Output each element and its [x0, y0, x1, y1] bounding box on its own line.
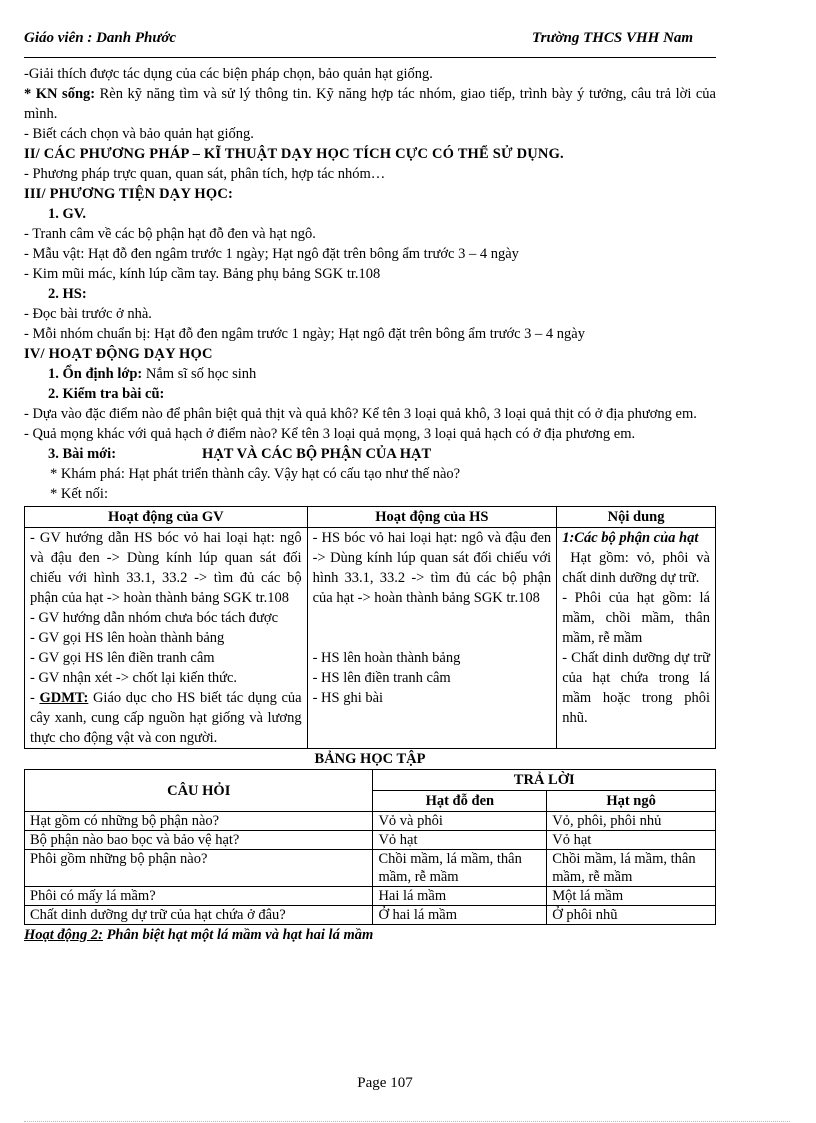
answer-cell: Một lá mầm	[547, 887, 716, 906]
question-cell: Chất dinh dưỡng dự trữ của hạt chứa ở đâu?	[25, 906, 373, 925]
review-question: - Quả mọng khác với quả hạch ở điểm nào? Kể tên 3 loại quả mọng, 3 loại quả hạch có ở địa phương em.	[24, 426, 636, 442]
teacher-step: - GV nhận xét -> chốt lại kiến thức.	[30, 670, 238, 686]
environment-education-text: Giáo dục cho HS biết tác dụng của cây xanh, cung cấp nguồn hạt giống và lương thực cho động vật và con người.	[30, 690, 302, 746]
study-table-header-corn: Hạt ngô	[547, 791, 716, 812]
class-stabilize-line	[24, 364, 716, 384]
life-skills-label: * KN sống:	[24, 86, 96, 102]
activity-table-header: Hoạt động của GV	[25, 507, 308, 528]
activity-table-header: Nội dung	[557, 507, 716, 528]
connect-line: * Kết nối:	[50, 486, 108, 502]
footer-divider	[24, 1121, 790, 1122]
answer-cell: Vỏ hạt	[547, 831, 716, 850]
document-body	[24, 64, 716, 945]
activity-table-header: Hoạt động của HS	[307, 507, 557, 528]
student-step: - HS ghi bài	[312, 690, 384, 706]
content-item: - Phôi của hạt gồm: lá mầm, chồi mầm, thân mầm, rễ mầm	[562, 590, 710, 646]
answer-cell: Ở phôi nhũ	[547, 906, 716, 925]
objective-line: - Biết cách chọn và bảo quản hạt giống.	[24, 126, 254, 142]
student-step: - HS bóc vỏ hai loại hạt: ngô và đậu đen -> Dùng kính lúp quan sát đối chiếu với hình 33.1, 33.2 -> tìm đủ các bộ phận của hạt -> hoàn thành bảng SGK tr.108	[312, 530, 552, 606]
answer-cell: Vỏ và phôi	[373, 812, 547, 831]
content-item: Hạt gồm: vỏ, phôi và chất dinh dưỡng dự trữ.	[562, 550, 710, 586]
activity-2-label: Hoạt động 2:	[24, 927, 103, 943]
content-title: 1:Các bộ phận của hạt	[562, 530, 699, 546]
subheading-review: 2. Kiểm tra bài cũ:	[48, 386, 165, 402]
activity-2-text: Phân biệt hạt một lá mầm và hạt hai lá mầm	[102, 927, 374, 943]
materials-line: - Mỗi nhóm chuẩn bị: Hạt đỗ đen ngâm trước 1 ngày; Hạt ngô đặt trên bông ẩm trước 3 – 4 ngày	[24, 326, 585, 342]
methods-line: - Phương pháp trực quan, quan sát, phân tích, hợp tác nhóm…	[24, 166, 386, 182]
table-row	[25, 831, 716, 850]
new-lesson-line	[24, 444, 716, 464]
answer-cell: Hai lá mầm	[373, 887, 547, 906]
class-stabilize-text: Nắm sĩ số học sinh	[142, 366, 257, 382]
question-cell: Bộ phận nào bao bọc và bảo vệ hạt?	[25, 831, 373, 850]
life-skills-paragraph	[24, 84, 716, 124]
table-row	[25, 906, 716, 925]
section-heading-materials: III/ PHƯƠNG TIỆN DẠY HỌC:	[24, 186, 234, 202]
page-number: Page 107	[357, 1075, 413, 1091]
header-divider	[24, 57, 716, 58]
answer-cell: Vỏ, phôi, phôi nhủ	[547, 812, 716, 831]
study-table	[24, 769, 716, 925]
objective-line: -Giải thích được tác dụng của các biện pháp chọn, bảo quản hạt giống.	[24, 66, 433, 82]
answer-cell: Chồi mầm, lá mầm, thân mầm, rễ mầm	[547, 850, 716, 887]
study-table-header-question: CÂU HỎI	[25, 770, 373, 812]
environment-education-label: GDMT:	[39, 690, 89, 706]
table-row	[25, 887, 716, 906]
teacher-step: - GV gọi HS lên hoàn thành bảng	[30, 630, 225, 646]
discover-line: * Khám phá: Hạt phát triển thành cây. Vậy hạt có cấu tạo như thế nào?	[50, 466, 461, 482]
answer-cell: Vỏ hạt	[373, 831, 547, 850]
subheading-teacher: 1. GV.	[48, 206, 87, 222]
materials-line: - Tranh câm về các bộ phận hạt đỗ đen và hạt ngô.	[24, 226, 316, 242]
table-row	[25, 850, 716, 887]
materials-line: - Kim mũi mác, kính lúp cầm tay. Bảng phụ bảng SGK tr.108	[24, 266, 381, 282]
answer-cell: Ở hai lá mầm	[373, 906, 547, 925]
question-cell: Hạt gồm có những bộ phận nào?	[25, 812, 373, 831]
section-heading-activities: IV/ HOẠT ĐỘNG DẠY HỌC	[24, 346, 213, 362]
student-step: - HS lên hoàn thành bảng	[312, 650, 461, 666]
spacer	[313, 608, 552, 628]
teacher-activity-cell	[25, 528, 308, 749]
study-table-title: BẢNG HỌC TẬP	[314, 751, 426, 767]
content-item: - Chất dinh dưỡng dự trữ của hạt chứa trong lá mầm hoặc trong phôi nhũ.	[562, 650, 710, 726]
teacher-step: - GV hướng dẫn nhóm chưa bóc tách được	[30, 610, 279, 626]
content-cell	[557, 528, 716, 749]
materials-line: - Đọc bài trước ở nhà.	[24, 306, 152, 322]
environment-education-note: - GDMT: Giáo dục cho HS biết tác dụng của cây xanh, cung cấp nguồn hạt giống và lương thực cho động vật và con người.	[30, 690, 302, 746]
answer-cell: Chồi mầm, lá mầm, thân mầm, rễ mầm	[373, 850, 547, 887]
question-cell: Phôi gồm những bộ phận nào?	[25, 850, 373, 887]
section-heading-methods: II/ CÁC PHƯƠNG PHÁP – KĨ THUẬT DẠY HỌC TÍCH CỰC CÓ THỂ SỬ DỤNG.	[24, 146, 564, 162]
class-stabilize-label: 1. Ổn định lớp:	[48, 366, 143, 382]
lesson-title: HẠT VÀ CÁC BỘ PHẬN CỦA HẠT	[202, 446, 432, 462]
question-cell: Phôi có mấy lá mầm?	[25, 887, 373, 906]
teacher-step: - GV hướng dẫn HS bóc vỏ hai loại hạt: ngô và đậu đen -> Dùng kính lúp quan sát đối chiếu với hình 33.1, 33.2 -> tìm đủ các bộ phận của hạt -> hoàn thành bảng SGK tr.108	[30, 530, 302, 606]
spacer	[313, 628, 552, 648]
activity-2-heading	[24, 925, 716, 945]
student-activity-cell	[307, 528, 557, 749]
header-teacher: Giáo viên : Danh Phước	[24, 30, 177, 46]
subheading-students: 2. HS:	[48, 286, 87, 302]
table-row	[25, 812, 716, 831]
study-table-header-answer: TRẢ LỜI	[373, 770, 716, 791]
new-lesson-label: 3. Bài mới:	[48, 446, 117, 462]
student-step: - HS lên điền tranh câm	[312, 670, 451, 686]
teacher-step: - GV gọi HS lên điền tranh câm	[30, 650, 215, 666]
study-table-header-black-bean: Hạt đỗ đen	[373, 791, 547, 812]
activity-table	[24, 506, 716, 749]
review-question: - Dựa vào đặc điểm nào để phân biệt quả thịt và quả khô? Kể tên 3 loại quả khô, 3 loại quả thịt có ở địa phương em.	[24, 406, 697, 422]
life-skills-text: Rèn kỹ năng tìm và sử lý thông tin. Kỹ năng hợp tác nhóm, giao tiếp, trình bày ý tưởng, câu trả lời của mình.	[24, 86, 716, 122]
materials-line: - Mẫu vật: Hạt đỗ đen ngâm trước 1 ngày; Hạt ngô đặt trên bông ẩm trước 3 – 4 ngày	[24, 246, 519, 262]
header-school: Trường THCS VHH Nam	[532, 30, 694, 46]
